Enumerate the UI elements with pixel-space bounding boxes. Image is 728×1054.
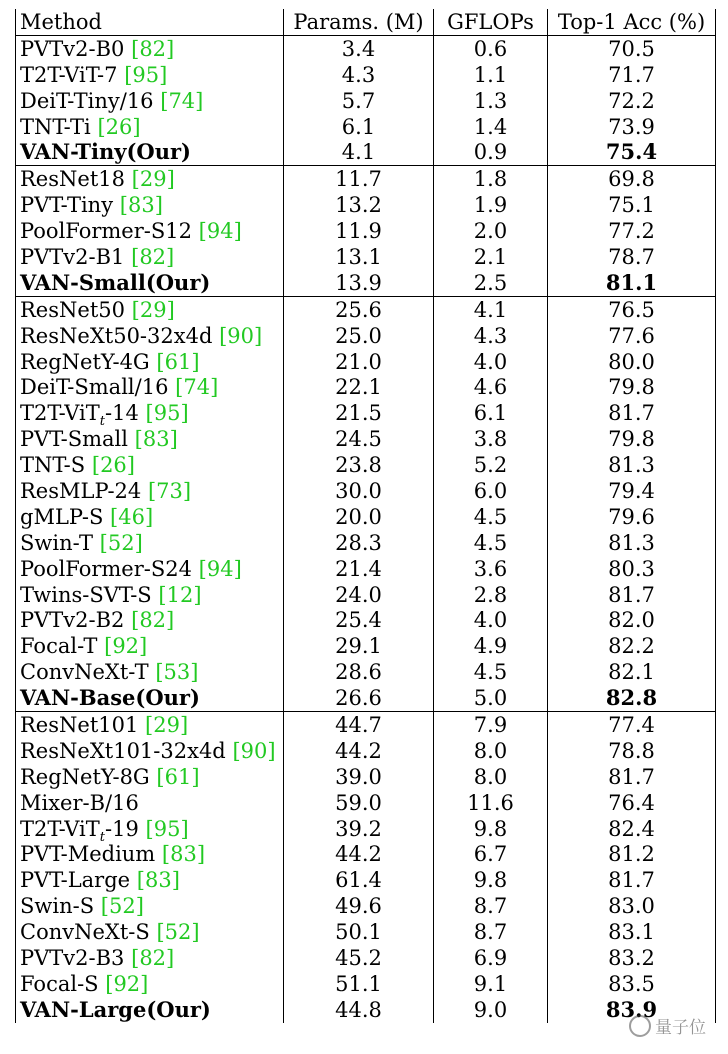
acc-cell: 77.2 (548, 218, 716, 244)
method-cell: PVT-Large [83] (16, 867, 284, 893)
header-params: Params. (M) (284, 9, 434, 35)
citation-link[interactable]: 95 (153, 816, 181, 841)
method-name: Focal-S (20, 971, 99, 996)
gflops-cell: 8.7 (434, 919, 548, 945)
method-name: PVT-Small (20, 427, 128, 452)
method-subscript: t (99, 414, 105, 430)
citation-link[interactable]: 29 (153, 712, 180, 737)
citation-link[interactable]: 26 (100, 453, 127, 478)
table-row (16, 893, 716, 919)
method-cell: Swin-S [52] (16, 893, 284, 919)
table-row (16, 452, 716, 478)
table-row (16, 659, 716, 685)
method-name: ResNet101 (20, 712, 139, 737)
method-cell: ConvNeXt-T [53] (16, 659, 284, 685)
method-cell: Focal-S [92] (16, 971, 284, 997)
acc-cell: 81.7 (548, 764, 716, 790)
citation-link[interactable]: 95 (132, 62, 160, 87)
gflops-cell: 9.1 (434, 971, 548, 997)
params-cell: 45.2 (284, 945, 434, 971)
table-row (16, 816, 716, 842)
table-row (16, 971, 716, 997)
method-name: gMLP-S (20, 504, 104, 529)
params-cell: 5.7 (284, 88, 434, 114)
params-cell: 3.4 (284, 35, 434, 61)
watermark-text: 量子位 (655, 1018, 706, 1038)
method-name: PVTv2-B2 (20, 608, 125, 633)
method-cell: T2T-ViT-7 [95] (16, 62, 284, 88)
citation-link[interactable]: 94 (206, 556, 234, 581)
method-cell (16, 997, 284, 1023)
table-row (16, 582, 716, 608)
params-cell: 21.5 (284, 400, 434, 426)
acc-cell: 71.7 (548, 62, 716, 88)
method-cell (16, 685, 284, 711)
table-row (16, 764, 716, 790)
header-gflops: GFLOPs (434, 9, 548, 35)
citation-link[interactable]: 46 (118, 504, 145, 529)
method-cell: PVTv2-B3 [82] (16, 945, 284, 971)
params-cell: 21.0 (284, 349, 434, 375)
table-row (16, 349, 716, 375)
method-name: Mixer-B/16 (20, 790, 139, 815)
method-name: PVT-Tiny (20, 193, 114, 218)
params-cell: 49.6 (284, 893, 434, 919)
acc-cell: 69.8 (548, 166, 716, 192)
citation-link[interactable]: 61 (164, 349, 192, 374)
gflops-cell: 9.0 (434, 997, 548, 1023)
method-name: Swin-T (20, 530, 93, 555)
acc-cell: 81.7 (548, 867, 716, 893)
table-row (16, 35, 716, 61)
method-name: Focal-T (20, 634, 98, 659)
header-row (16, 9, 716, 35)
method-name: ConvNeXt-S (20, 920, 150, 945)
citation-link[interactable]: 92 (113, 971, 141, 996)
acc-cell: 83.2 (548, 945, 716, 971)
citation-link[interactable]: 83 (142, 427, 170, 452)
table-row (16, 88, 716, 114)
citation-link[interactable]: 61 (164, 764, 192, 789)
header-method: Method (16, 9, 284, 35)
params-cell: 51.1 (284, 971, 434, 997)
method-name: PVTv2-B3 (20, 946, 125, 970)
citation-link[interactable]: 29 (139, 297, 167, 322)
method-cell: DeiT-Small/16 [74] (16, 374, 284, 400)
method-cell: ResNet50 [29] (16, 296, 284, 322)
method-name: T2T-ViT-7 (20, 62, 118, 87)
params-cell: 59.0 (284, 790, 434, 816)
citation-link[interactable]: 26 (105, 114, 133, 139)
acc-cell: 83.5 (548, 971, 716, 997)
method-cell: DeiT-Tiny/16 [74] (16, 88, 284, 114)
gflops-cell: 5.2 (434, 452, 548, 478)
gflops-cell: 8.0 (434, 738, 548, 764)
method-cell: ResNet18 [29] (16, 166, 284, 192)
method-name: VAN-Large(Our) (20, 996, 211, 1022)
gflops-cell: 6.0 (434, 478, 548, 504)
method-cell: T2T-ViT$_t$-14 [95] (16, 400, 284, 426)
method-suffix: -14 (105, 401, 139, 426)
gflops-cell: 4.5 (434, 530, 548, 556)
citation-link[interactable]: 95 (153, 401, 181, 426)
acc-cell: 77.6 (548, 323, 716, 349)
citation-link[interactable]: 82 (139, 244, 167, 269)
method-name: T2T-ViT (20, 401, 100, 426)
params-cell: 24.5 (284, 426, 434, 452)
params-cell: 50.1 (284, 919, 434, 945)
gflops-cell: 4.0 (434, 349, 548, 375)
acc-cell: 73.9 (548, 114, 716, 140)
table-row (16, 166, 716, 192)
acc-cell: 82.4 (548, 816, 716, 842)
method-cell: RegNetY-8G [61] (16, 764, 284, 790)
params-cell: 21.4 (284, 556, 434, 582)
acc-cell: 83.1 (548, 919, 716, 945)
acc-cell: 76.5 (548, 296, 716, 322)
acc-cell: 77.4 (548, 712, 716, 738)
method-name: DeiT-Tiny/16 (20, 88, 154, 113)
acc-cell: 82.1 (548, 659, 716, 685)
method-cell: ResNeXt101-32x4d [90] (16, 738, 284, 764)
method-cell: ResMLP-24 [73] (16, 478, 284, 504)
acc-cell: 81.7 (548, 400, 716, 426)
table-row (16, 139, 716, 165)
acc-cell: 75.4 (548, 139, 716, 165)
gflops-cell: 3.8 (434, 426, 548, 452)
method-subscript: t (99, 829, 105, 845)
method-name: PVT-Medium (20, 842, 156, 867)
params-cell: 28.3 (284, 530, 434, 556)
citation-link[interactable]: 90 (240, 738, 268, 763)
method-name: ResNet18 (20, 167, 125, 192)
acc-cell: 79.4 (548, 478, 716, 504)
method-name: PVTv2-B1 (20, 244, 125, 269)
table-row (16, 790, 716, 816)
table-row (16, 478, 716, 504)
method-cell: Twins-SVT-S [12] (16, 582, 284, 608)
params-cell: 4.3 (284, 62, 434, 88)
gflops-cell: 4.5 (434, 504, 548, 530)
gflops-cell: 2.8 (434, 582, 548, 608)
table-row (16, 556, 716, 582)
acc-cell: 75.1 (548, 192, 716, 218)
table-row (16, 997, 716, 1023)
method-name: PoolFormer-S12 (20, 219, 192, 244)
params-cell: 13.2 (284, 192, 434, 218)
params-cell: 6.1 (284, 114, 434, 140)
acc-cell: 79.6 (548, 504, 716, 530)
acc-cell: 79.8 (548, 374, 716, 400)
citation-link[interactable]: 52 (107, 530, 135, 555)
citation-link[interactable]: 52 (108, 894, 136, 919)
method-cell: gMLP-S [46] (16, 504, 284, 530)
params-cell: 30.0 (284, 478, 434, 504)
method-cell: PVTv2-B0 [82] (16, 35, 284, 61)
table-row (16, 685, 716, 711)
method-name: PVTv2-B0 (20, 36, 125, 61)
gflops-cell: 8.0 (434, 764, 548, 790)
params-cell: 4.1 (284, 139, 434, 165)
gflops-cell: 11.6 (434, 790, 548, 816)
method-name: VAN-Base(Our) (20, 685, 200, 711)
acc-cell: 83.9 (548, 997, 716, 1023)
acc-cell: 81.7 (548, 582, 716, 608)
acc-cell: 78.7 (548, 244, 716, 270)
gflops-cell: 8.7 (434, 893, 548, 919)
method-cell (16, 139, 284, 165)
params-cell: 13.9 (284, 270, 434, 296)
watermark (629, 1013, 706, 1038)
acc-cell: 82.0 (548, 607, 716, 633)
table-row (16, 867, 716, 893)
table-row (16, 192, 716, 218)
gflops-cell: 1.9 (434, 192, 548, 218)
gflops-cell: 2.0 (434, 218, 548, 244)
gflops-cell: 9.8 (434, 867, 548, 893)
method-name: ResNeXt50-32x4d (20, 323, 213, 348)
table-row (16, 712, 716, 738)
params-cell: 39.2 (284, 816, 434, 842)
acc-cell: 79.8 (548, 426, 716, 452)
method-cell: PVT-Tiny [83] (16, 192, 284, 218)
gflops-cell: 5.0 (434, 685, 548, 711)
citation-link[interactable]: 12 (166, 582, 194, 607)
method-name: PoolFormer-S24 (20, 556, 192, 581)
acc-cell: 78.8 (548, 738, 716, 764)
params-cell: 22.1 (284, 374, 434, 400)
acc-cell: 82.2 (548, 633, 716, 659)
citation-link[interactable]: 83 (144, 868, 172, 893)
acc-cell: 82.8 (548, 685, 716, 711)
citation-link[interactable]: 29 (139, 167, 167, 192)
table-row (16, 218, 716, 244)
method-cell: RegNetY-4G [61] (16, 349, 284, 375)
method-name: RegNetY-4G (20, 349, 150, 374)
acc-cell: 81.3 (548, 530, 716, 556)
method-cell: ConvNeXt-S [52] (16, 919, 284, 945)
params-cell: 44.2 (284, 842, 434, 868)
params-cell: 25.0 (284, 323, 434, 349)
table-body (16, 35, 716, 1022)
gflops-cell: 3.6 (434, 556, 548, 582)
citation-link[interactable]: 94 (206, 219, 234, 244)
gflops-cell: 2.5 (434, 270, 548, 296)
method-cell: ResNeXt50-32x4d [90] (16, 323, 284, 349)
citation-link[interactable]: 74 (183, 375, 211, 400)
params-cell: 20.0 (284, 504, 434, 530)
results-table (15, 9, 716, 1023)
citation-link[interactable]: 82 (139, 946, 167, 970)
table-row (16, 323, 716, 349)
gflops-cell: 4.6 (434, 374, 548, 400)
citation-link[interactable]: 82 (139, 608, 167, 633)
params-cell: 61.4 (284, 867, 434, 893)
table-row (16, 919, 716, 945)
table-row (16, 633, 716, 659)
method-name: DeiT-Small/16 (20, 375, 169, 400)
params-cell: 29.1 (284, 633, 434, 659)
citation-link[interactable]: 74 (168, 88, 196, 113)
params-cell: 26.6 (284, 685, 434, 711)
method-name: ConvNeXt-T (20, 660, 149, 685)
gflops-cell: 1.4 (434, 114, 548, 140)
gflops-cell: 6.9 (434, 945, 548, 971)
gflops-cell: 0.6 (434, 35, 548, 61)
table-row (16, 244, 716, 270)
params-cell: 25.6 (284, 296, 434, 322)
method-name: ResMLP-24 (20, 478, 142, 503)
gflops-cell: 1.8 (434, 166, 548, 192)
method-name: ResNeXt101-32x4d (20, 738, 226, 763)
params-cell: 24.0 (284, 582, 434, 608)
gflops-cell: 7.9 (434, 712, 548, 738)
method-name: TNT-S (20, 453, 86, 478)
method-cell: PVTv2-B2 [82] (16, 607, 284, 633)
method-cell: T2T-ViT$_t$-19 [95] (16, 816, 284, 842)
table-row (16, 62, 716, 88)
method-name: TNT-Ti (20, 114, 91, 139)
gflops-cell: 9.8 (434, 816, 548, 842)
header-top1-acc: Top-1 Acc (%) (548, 9, 716, 35)
params-cell: 28.6 (284, 659, 434, 685)
method-cell: TNT-Ti [26] (16, 114, 284, 140)
method-suffix: -19 (105, 816, 139, 841)
method-cell: TNT-S [26] (16, 452, 284, 478)
table-row (16, 426, 716, 452)
acc-cell: 81.1 (548, 270, 716, 296)
acc-cell: 81.3 (548, 452, 716, 478)
acc-cell: 83.0 (548, 893, 716, 919)
gflops-cell: 4.1 (434, 296, 548, 322)
table-row (16, 374, 716, 400)
citation-link[interactable]: 53 (163, 660, 191, 685)
gflops-cell: 4.3 (434, 323, 548, 349)
citation-link[interactable]: 73 (156, 478, 183, 503)
citation-link[interactable]: 83 (170, 842, 197, 867)
gflops-cell: 2.1 (434, 244, 548, 270)
table-row (16, 296, 716, 322)
params-cell: 44.8 (284, 997, 434, 1023)
method-cell: PVTv2-B1 [82] (16, 244, 284, 270)
method-name: Twins-SVT-S (20, 582, 152, 607)
acc-cell: 81.2 (548, 842, 716, 868)
table-row (16, 738, 716, 764)
citation-link[interactable]: 82 (139, 36, 167, 61)
table-row (16, 270, 716, 296)
gflops-cell: 1.1 (434, 62, 548, 88)
citation-link[interactable]: 90 (227, 323, 255, 348)
method-name: VAN-Tiny(Our) (20, 139, 191, 165)
params-cell: 11.9 (284, 218, 434, 244)
gflops-cell: 1.3 (434, 88, 548, 114)
table-row (16, 945, 716, 971)
citation-link[interactable]: 52 (164, 920, 192, 945)
acc-cell: 72.2 (548, 88, 716, 114)
citation-link[interactable]: 92 (112, 634, 140, 659)
acc-cell: 70.5 (548, 35, 716, 61)
params-cell: 44.2 (284, 738, 434, 764)
citation-link[interactable]: 83 (127, 193, 155, 218)
gflops-cell: 6.7 (434, 842, 548, 868)
table-row (16, 114, 716, 140)
params-cell: 13.1 (284, 244, 434, 270)
method-name: Swin-S (20, 894, 95, 919)
params-cell: 23.8 (284, 452, 434, 478)
gflops-cell: 4.9 (434, 633, 548, 659)
acc-cell: 80.3 (548, 556, 716, 582)
method-cell: PoolFormer-S24 [94] (16, 556, 284, 582)
method-cell: Swin-T [52] (16, 530, 284, 556)
params-cell: 44.7 (284, 712, 434, 738)
table-row (16, 607, 716, 633)
gflops-cell: 4.5 (434, 659, 548, 685)
acc-cell: 76.4 (548, 790, 716, 816)
params-cell: 39.0 (284, 764, 434, 790)
method-cell: PVT-Medium [83] (16, 842, 284, 868)
params-cell: 25.4 (284, 607, 434, 633)
method-name: T2T-ViT (20, 816, 100, 841)
gflops-cell: 6.1 (434, 400, 548, 426)
method-cell: PVT-Small [83] (16, 426, 284, 452)
watermark-logo-icon (629, 1015, 651, 1037)
method-cell (16, 790, 284, 816)
method-name: RegNetY-8G (20, 764, 150, 789)
gflops-cell: 0.9 (434, 139, 548, 165)
params-cell: 11.7 (284, 166, 434, 192)
method-cell: Focal-T [92] (16, 633, 284, 659)
method-cell (16, 270, 284, 296)
acc-cell: 80.0 (548, 349, 716, 375)
method-name: ResNet50 (20, 297, 125, 322)
table-row (16, 504, 716, 530)
method-cell: PoolFormer-S12 [94] (16, 218, 284, 244)
table-row (16, 400, 716, 426)
method-cell: ResNet101 [29] (16, 712, 284, 738)
gflops-cell: 4.0 (434, 607, 548, 633)
table-row (16, 530, 716, 556)
method-name: VAN-Small(Our) (20, 269, 211, 295)
method-name: PVT-Large (20, 868, 131, 893)
table-row (16, 842, 716, 868)
